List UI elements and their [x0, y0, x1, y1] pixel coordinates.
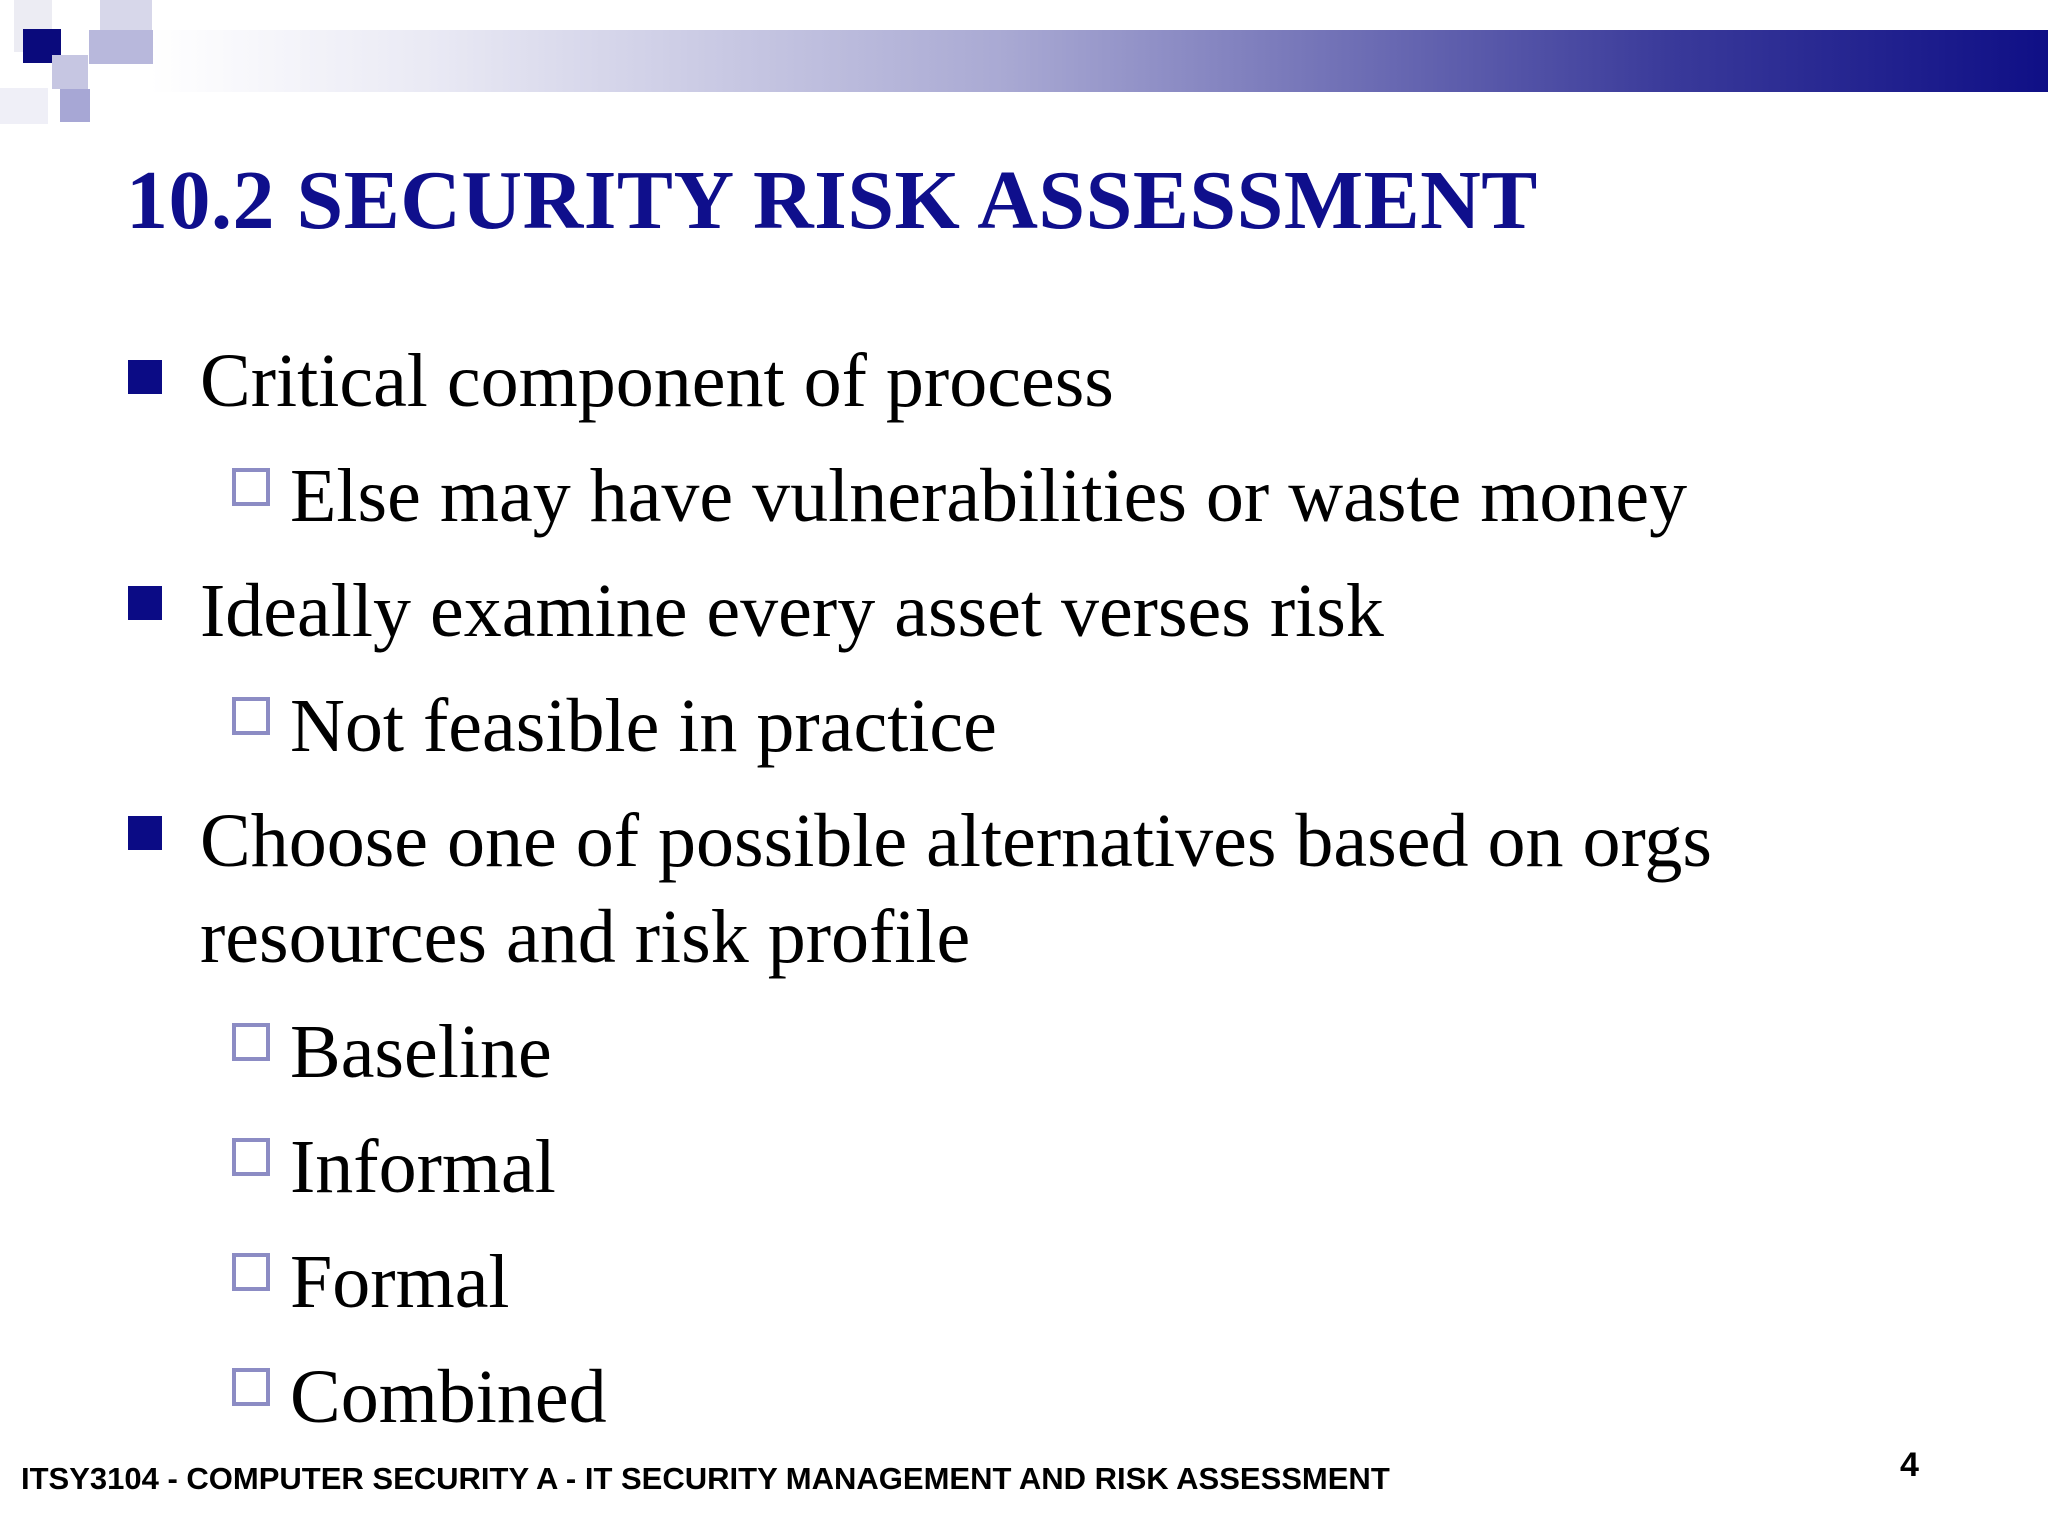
- square-bullet-icon: [128, 586, 162, 620]
- hollow-square-bullet-icon: [232, 1253, 270, 1291]
- bullet-item-continuation: resources and risk profile: [200, 895, 971, 979]
- square-bullet-icon: [128, 816, 162, 850]
- slide-footer: ITSY3104 - COMPUTER SECURITY A - IT SECURITY MANAGEMENT AND RISK ASSESSMENT: [21, 1461, 1390, 1496]
- sub-bullet-item: Formal: [290, 1240, 510, 1324]
- sub-bullet-item: Else may have vulnerabilities or waste money: [290, 454, 1688, 538]
- hollow-square-bullet-icon: [232, 1138, 270, 1176]
- sub-bullet-item: Combined: [290, 1355, 607, 1439]
- logo-square: [100, 0, 152, 30]
- slide-title: 10.2 SECURITY RISK ASSESSMENT: [126, 154, 1538, 247]
- header-gradient-bar: [150, 30, 2048, 92]
- page-number: 4: [1900, 1446, 1919, 1484]
- hollow-square-bullet-icon: [232, 697, 270, 735]
- logo-square: [60, 89, 90, 122]
- bullet-item: Choose one of possible alternatives based on orgs: [200, 799, 1712, 883]
- sub-bullet-item: Not feasible in practice: [290, 684, 997, 768]
- sub-bullet-item: Informal: [290, 1125, 556, 1209]
- hollow-square-bullet-icon: [232, 1368, 270, 1406]
- square-bullet-icon: [128, 360, 162, 394]
- bullet-item: Ideally examine every asset verses risk: [200, 569, 1384, 653]
- logo-square: [52, 55, 88, 89]
- sub-bullet-item: Baseline: [290, 1010, 552, 1094]
- bullet-item: Critical component of process: [200, 339, 1114, 423]
- logo-square: [89, 30, 153, 64]
- hollow-square-bullet-icon: [232, 1023, 270, 1061]
- hollow-square-bullet-icon: [232, 468, 270, 506]
- logo-square: [0, 88, 48, 124]
